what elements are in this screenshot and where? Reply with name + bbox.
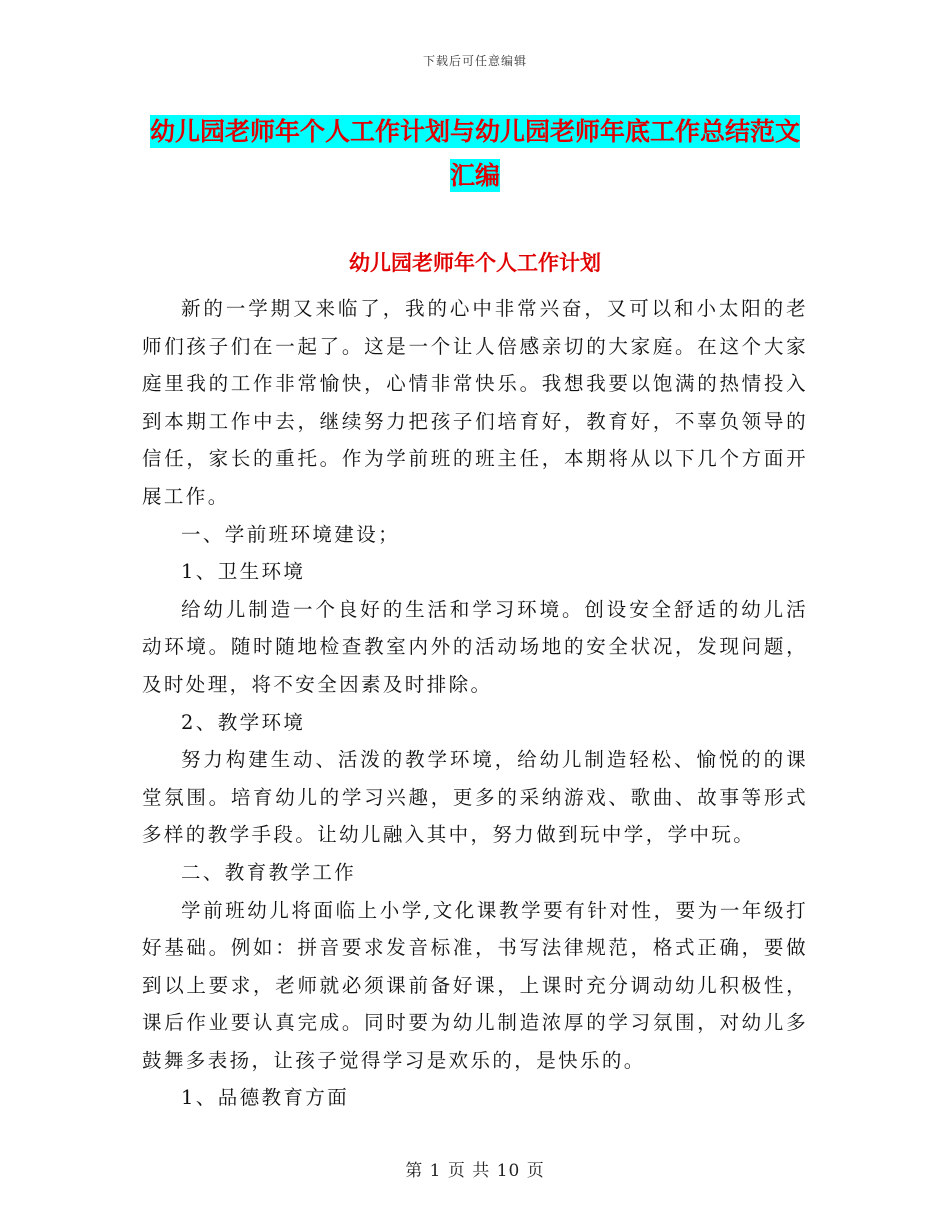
subsection-heading: 1、品德教育方面 — [181, 1086, 350, 1110]
paragraph: 学前班幼儿将面临上小学,文化课教学要有针对性，要为一年级打好基础。例如：拼音要求发音标准，书写法律规范，格式正确，要做到以上要求，老师就必须课前备好课，上课时充分调动幼儿积极性，课后作业要认真完成。同时要为幼儿制造浓厚的学习氛围，对幼儿多鼓舞多表扬，让孩子觉得学习是欢乐的，是快乐的。 — [142, 898, 808, 1072]
section-heading: 二、教育教学工作 — [181, 860, 357, 884]
document-title — [140, 110, 810, 198]
subsection-heading: 2、教学环境 — [181, 710, 306, 734]
section-heading: 一、学前班环境建设； — [181, 522, 401, 546]
subsection-heading: 1、卫生环境 — [181, 560, 306, 584]
section-title: 幼儿园老师年个人工作计划 — [349, 251, 601, 275]
paragraph: 给幼儿制造一个良好的生活和学习环境。创设安全舒适的幼儿活动环境。随时随地检查教室内外的活动场地的安全状况，发现问题，及时处理，将不安全因素及时排除。 — [142, 597, 808, 696]
document-title-text: 幼儿园老师年个人工作计划与幼儿园老师年底工作总结范文汇编 — [149, 117, 800, 190]
paragraph: 努力构建生动、活泼的教学环境，给幼儿制造轻松、愉悦的的课堂氛围。培育幼儿的学习兴趣，更多的采纳游戏、歌曲、故事等形式多样的教学手段。让幼儿融入其中，努力做到玩中学，学中玩。 — [142, 748, 808, 847]
document-body — [142, 290, 808, 1117]
paragraph: 新的一学期又来临了，我的心中非常兴奋，又可以和小太阳的老师们孩子们在一起了。这是一个让人倍感亲切的大家庭。在这个大家庭里我的工作非常愉快，心情非常快乐。我想我要以饱满的热情投入到本期工作中去，继续努力把孩子们培育好，教育好，不辜负领导的信任，家长的重托。作为学前班的班主任，本期将从以下几个方面开展工作。 — [142, 297, 808, 508]
page-footer: 第 1 页 共 10 页 — [405, 1161, 545, 1181]
page-header-note: 下载后可任意编辑 — [422, 54, 527, 68]
